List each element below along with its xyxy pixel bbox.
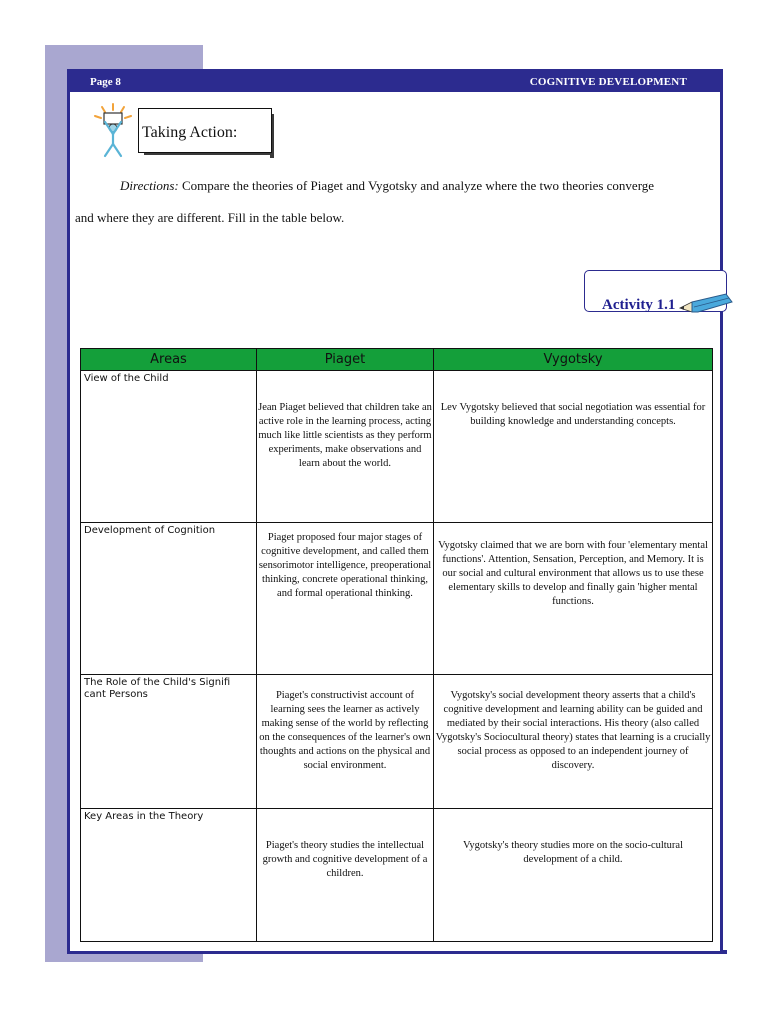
page-header bbox=[70, 72, 720, 92]
piaget-cell bbox=[257, 523, 434, 675]
piaget-text: Jean Piaget believed that children take an active role in the learning process, acting much like little scientists as they perform experiments, make observations and learn about the world. bbox=[258, 402, 432, 469]
area-cell: Key Areas in the Theory bbox=[81, 809, 257, 942]
directions-label: Directions: bbox=[120, 178, 179, 193]
vygotsky-text: Vygotsky's theory studies more on the socio-cultural development of a child. bbox=[462, 840, 684, 865]
section-title: COGNITIVE DEVELOPMENT bbox=[529, 76, 687, 88]
vygotsky-text: Lev Vygotsky believed that social negotiation was essential for building knowledge and understanding concepts. bbox=[440, 402, 706, 427]
vygotsky-cell bbox=[434, 675, 713, 809]
area-cell: The Role of the Child's Signifi cant Persons bbox=[81, 675, 257, 809]
page-number: Page 8 bbox=[90, 76, 121, 88]
piaget-cell bbox=[257, 809, 434, 942]
table-row bbox=[81, 371, 713, 523]
vygotsky-cell bbox=[434, 371, 713, 523]
table-row bbox=[81, 523, 713, 675]
piaget-cell bbox=[257, 675, 434, 809]
area-cell: View of the Child bbox=[81, 371, 257, 523]
piaget-text: Piaget's constructivist account of learning sees the learner as actively making sense of the world by reflecting on the consequences of the learner's own thoughts and actions on the physical and social environment. bbox=[259, 690, 431, 771]
taking-action-title: Taking Action: bbox=[142, 124, 238, 141]
vygotsky-cell bbox=[434, 523, 713, 675]
table-header-row bbox=[81, 349, 713, 371]
person-holding-paper-icon bbox=[90, 102, 136, 158]
activity-label: Activity 1.1 bbox=[602, 297, 676, 313]
area-cell: Development of Cognition bbox=[81, 523, 257, 675]
vygotsky-cell bbox=[434, 809, 713, 942]
vygotsky-text: Vygotsky claimed that we are born with four 'elementary mental functions'. Attention, Sensation, Perception, and Memory. It is our social and cultural environment that allows us to use these elementary skills to develop and finally gain 'higher mental functions. bbox=[438, 540, 708, 607]
comparison-table bbox=[80, 348, 713, 942]
piaget-text: Piaget's theory studies the intellectual growth and cognitive development of a children. bbox=[262, 840, 428, 879]
vygotsky-text: Vygotsky's social development theory asserts that a child's cognitive development and learning ability can be guided and mediated by their social interactions. His theory (also called Vygotsky's Sociocultural theory) states that learning is a crucially social process as opposed to an independent journey of discovery. bbox=[435, 690, 711, 771]
table-row bbox=[81, 675, 713, 809]
piaget-text: Piaget proposed four major stages of cognitive development, and called them sensorimotor intelligence, preoperational thinking, concrete operational thinking, and formal operational thinking. bbox=[258, 532, 432, 599]
decor-bar-left bbox=[45, 45, 69, 962]
pencil-icon bbox=[678, 292, 734, 314]
header-vygotsky: Vygotsky bbox=[434, 349, 713, 371]
table-row bbox=[81, 809, 713, 942]
directions-line1 bbox=[120, 178, 720, 193]
directions-text: Compare the theories of Piaget and Vygotsky and analyze where the two theories converge bbox=[178, 178, 655, 193]
piaget-cell bbox=[257, 371, 434, 523]
page-frame bbox=[67, 69, 723, 954]
directions-line2: and where they are different. Fill in the table below. bbox=[75, 210, 345, 225]
header-areas: Areas bbox=[81, 349, 257, 371]
header-piaget: Piaget bbox=[257, 349, 434, 371]
